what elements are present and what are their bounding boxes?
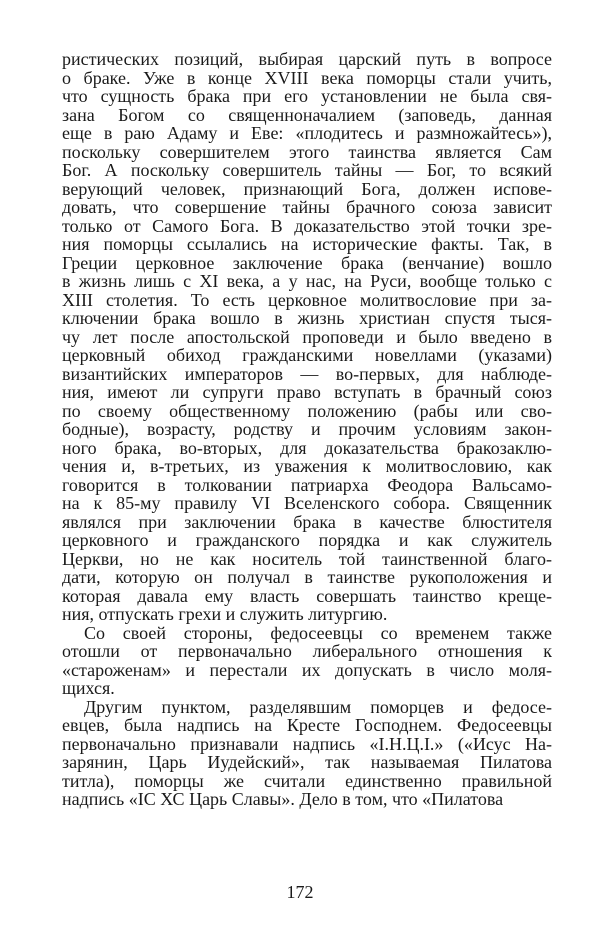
text-line: византийских императоров — во-первых, для наблюде-: [62, 363, 552, 384]
text-line: Церкви, но не как носитель той таинственной благо-: [62, 548, 552, 569]
text-line: в жизнь лишь с XI века, а у нас, на Руси, вообще только с: [62, 271, 552, 291]
text-line: ного брака, во-вторых, для доказательства бракозаклю-: [62, 437, 552, 458]
text-line: ния, имеют ли супруги право вступать в брачный союз: [62, 382, 552, 402]
text-line: щихся.: [62, 678, 115, 698]
text-line: зарянин, Царь Иудейский», так называемая Пилатова: [62, 752, 552, 772]
text-line: говорится в толковании патриарха Феодора Вальсамо-: [62, 474, 552, 495]
text-line: дати, которую он получал в таинстве рукоположения и: [62, 567, 552, 587]
text-line: которая давала ему власть совершать таинство креще-: [62, 585, 552, 606]
text-line: еще в раю Адаму и Еве: «плодитесь и размножайтесь»),: [62, 123, 552, 143]
text-line: Другим пунктом, разделявшим поморцев и федосе-: [84, 696, 552, 717]
text-line: «староженам» и перестали их допускать в число моля-: [62, 659, 552, 680]
text-line: Греции церковное заключение брака (венчание) вошло: [62, 252, 552, 273]
text-line: надпись «IС ХС Царь Славы». Дело в том, что «Пилатова: [62, 789, 504, 809]
text-line: довать, что совершение тайны брачного союза зависит: [62, 197, 552, 217]
page-number: 172: [286, 882, 314, 902]
text-line: ния, отпускать грехи и служить литургию.: [62, 604, 388, 624]
text-line: ния поморцы ссылались на исторические факты. Так, в: [62, 234, 552, 254]
text-line: ристических позиций, выбирая царский путь в вопросе: [62, 49, 552, 69]
text-line: чу лет после апостольской проповеди и было введено в: [62, 326, 552, 347]
text-line: только от Самого Бога. В доказательство этой точки зре-: [62, 215, 552, 236]
text-line: о браке. Уже в конце XVIII века поморцы стали учить,: [62, 67, 552, 88]
text-line: поскольку совершителем этого таинства является Сам: [62, 141, 552, 162]
text-line: титла), поморцы же считали единственно правильной: [62, 770, 552, 791]
text-line: по своему общественному положению (рабы или сво-: [62, 400, 552, 421]
text-line: церковного и гражданского порядка и как служитель: [62, 530, 552, 550]
text-line: зана Богом со священноначалием (заповедь, данная: [62, 104, 552, 125]
text-line: что сущность брака при его установлении не была свя-: [62, 86, 552, 106]
text-line: на к 85-му правилу VI Вселенского собора. Священник: [62, 493, 552, 513]
page-body-text: [62, 50, 552, 809]
text-line: XIII столетия. То есть церковное молитвословие при за-: [62, 289, 552, 310]
text-line: Бог. А поскольку совершитель тайны — Бог, то всякий: [62, 160, 552, 180]
text-line: являлся при заключении брака в качестве блюстителя: [62, 511, 552, 532]
text-line: церковный обиход гражданскими новеллами (указами): [62, 345, 552, 365]
text-line: чения и, в-третьих, из уважения к молитвословию, как: [62, 456, 552, 476]
text-line: ключении брака вошло в жизнь христиан спустя тыся-: [62, 308, 552, 328]
text-line: отошли от первоначально либерального отношения к: [62, 641, 552, 661]
text-line: верующий человек, признающий Бога, должен испове-: [62, 178, 552, 199]
text-line: Со своей стороны, федосеевцы со временем также: [84, 622, 552, 643]
text-line: бодные), возрасту, родству и прочим условиям закон-: [62, 419, 552, 439]
text-line: первоначально признавали надпись «I.Н.Ц.I.» («Исус На-: [62, 733, 552, 754]
text-line: евцев, была надпись на Кресте Господнем. Федосеевцы: [62, 715, 552, 735]
